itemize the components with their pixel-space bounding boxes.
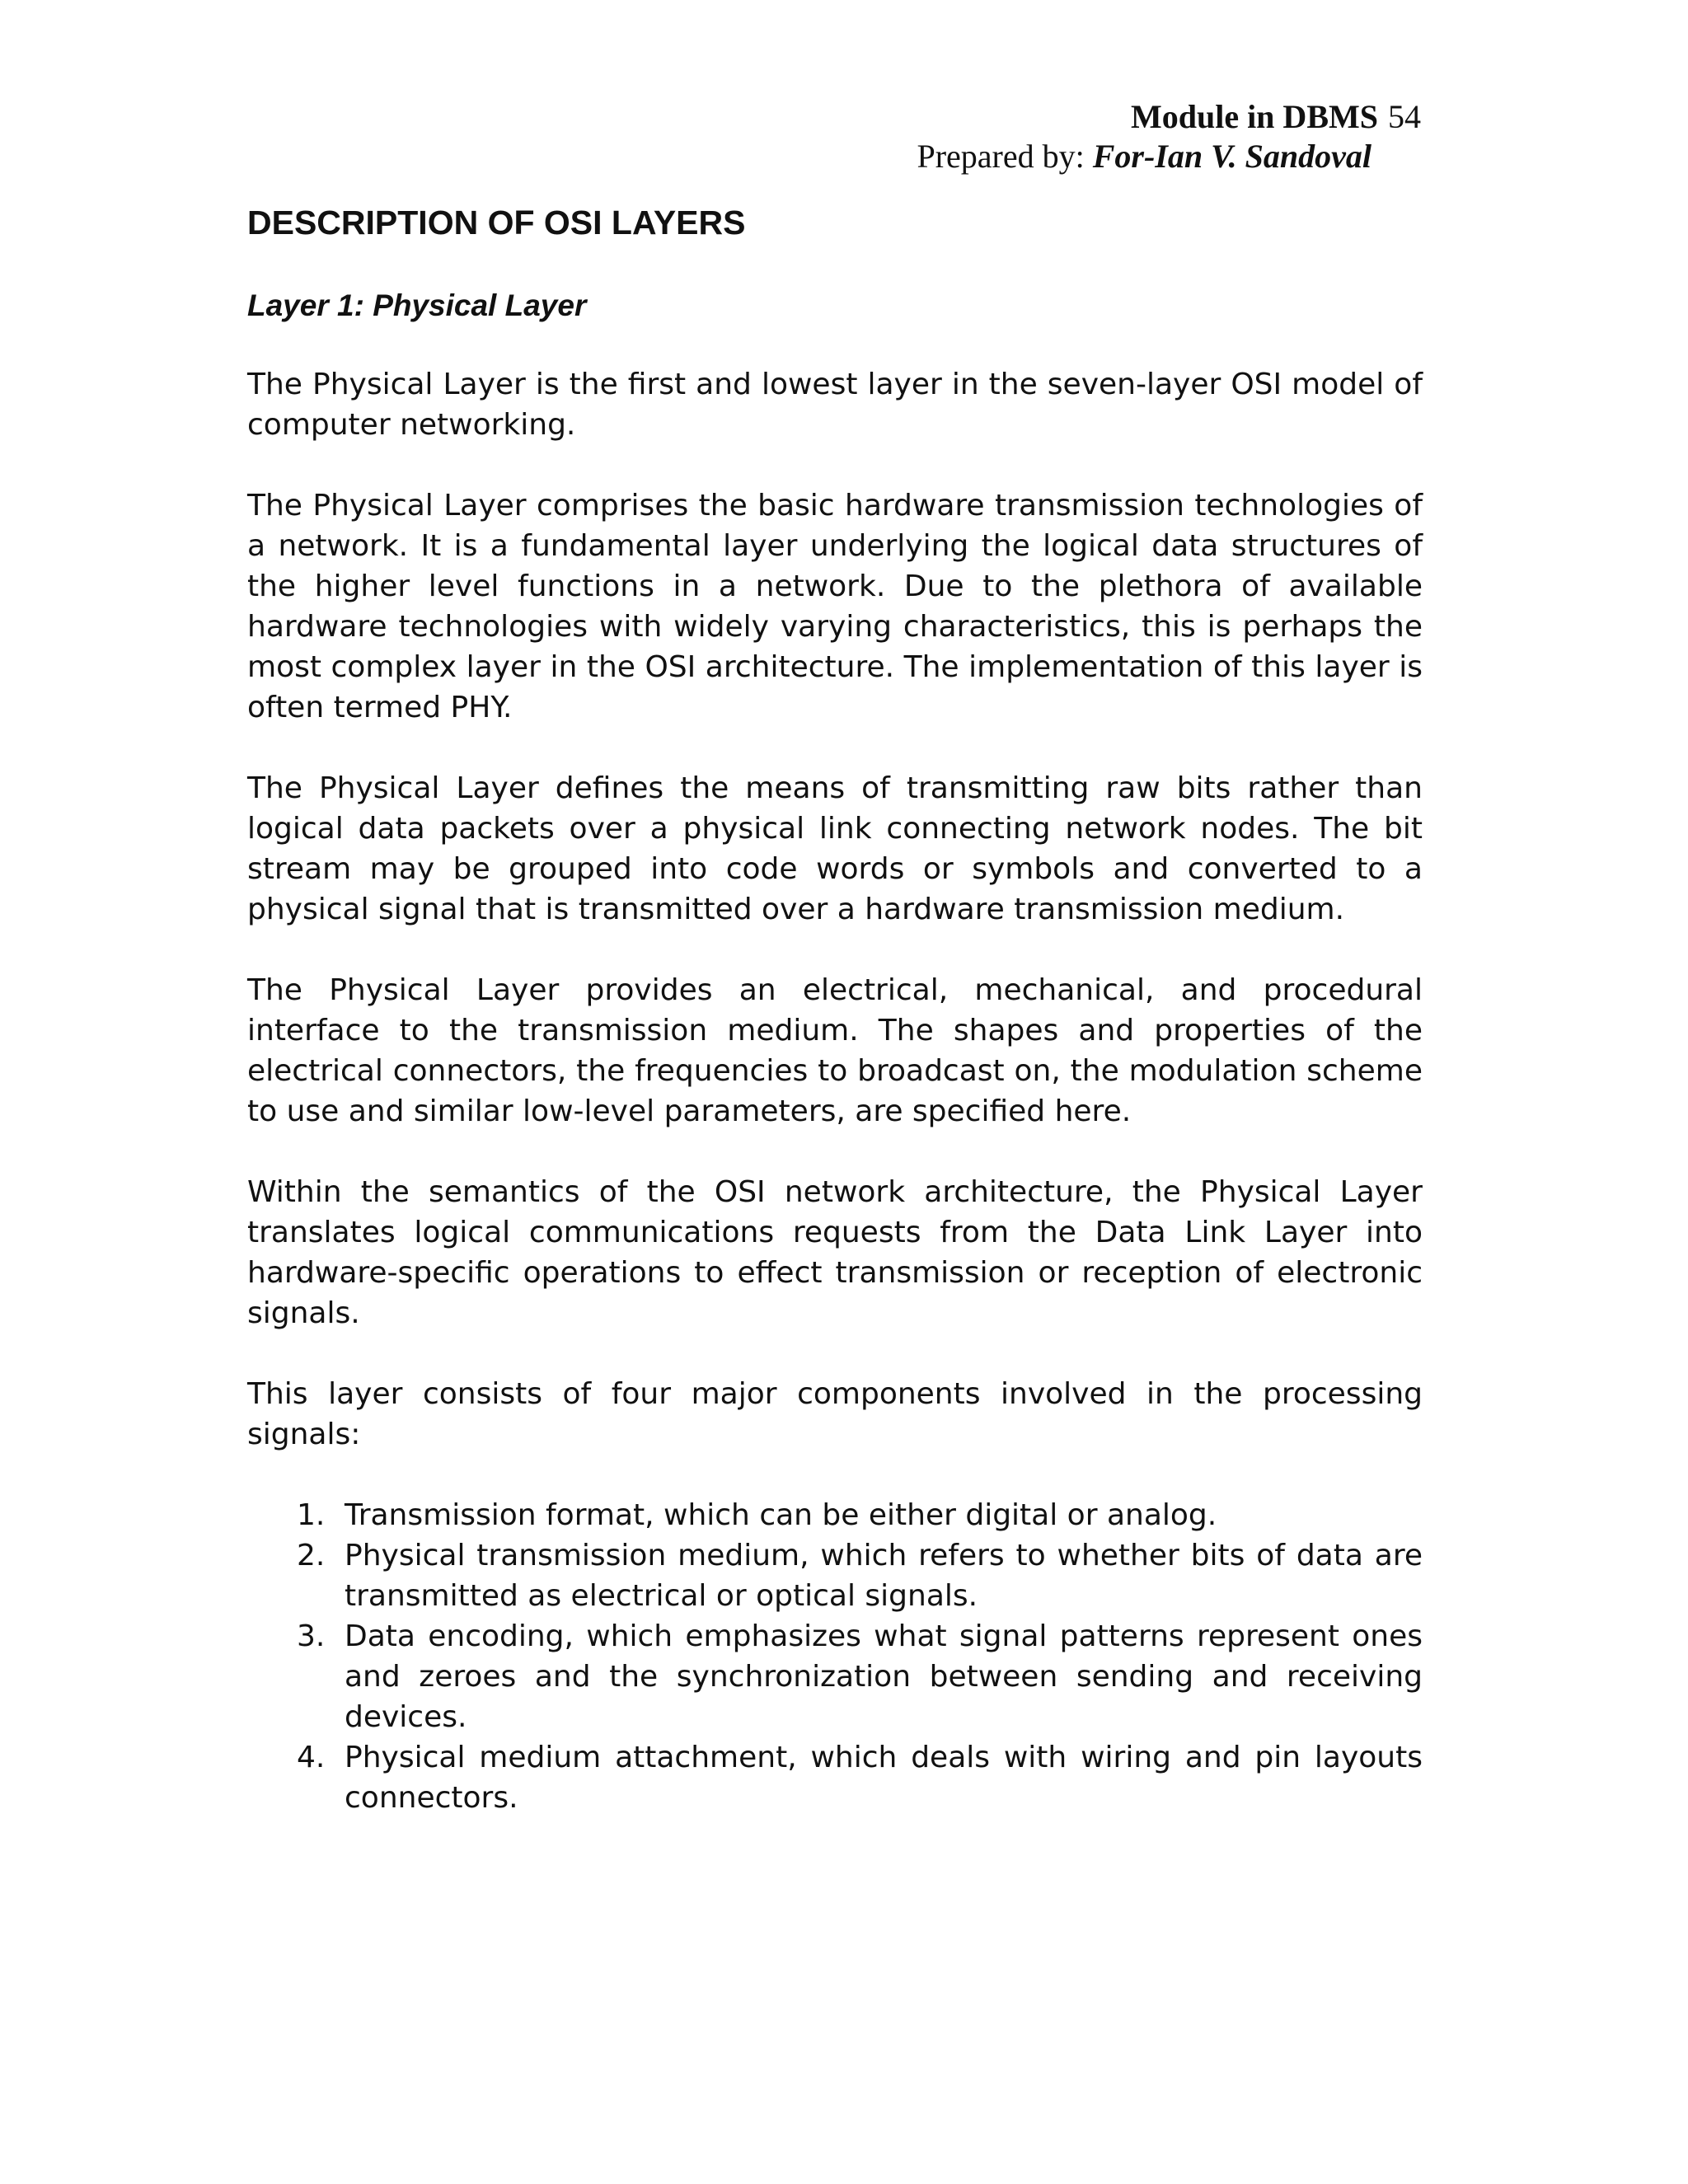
prepared-by-label: Prepared by: [917, 138, 1093, 175]
list-item-number: 4. [297, 1741, 326, 1774]
paragraph-6: This layer consists of four major components involved in the processing signals: [247, 1377, 1423, 1451]
list-item-text: Transmission format, which can be either digital or analog. [345, 1498, 1217, 1532]
list-item-text: Physical transmission medium, which refers to whether bits of data are transmitted as electrical or optical signals. [345, 1539, 1423, 1613]
list-item-number: 3. [297, 1619, 326, 1653]
list-item [247, 1495, 1423, 1535]
components-list [247, 1495, 1423, 1818]
list-item [247, 1616, 1423, 1737]
paragraph-2: The Physical Layer comprises the basic hardware transmission technologies of a network. It is a fundamental layer underlying the logical data structures of the higher level functions in a network. Due to the plethora of available hardware technologies with widely varying characteristics, this is perhaps the most complex layer in the OSI architecture. The implementation of this layer is often termed PHY. [247, 489, 1423, 724]
paragraph-5: Within the semantics of the OSI network architecture, the Physical Layer translates logical communications requests from the Data Link Layer into hardware-specific operations to effect transmission or reception of electronic signals. [247, 1175, 1423, 1330]
page-title: DESCRIPTION OF OSI LAYERS [247, 204, 746, 241]
list-item-text: Data encoding, which emphasizes what signal patterns represent ones and zeroes and the synchronization between sending and receiving devices. [345, 1619, 1423, 1734]
section-subtitle: Layer 1: Physical Layer [247, 288, 587, 322]
paragraph-1: The Physical Layer is the first and lowest layer in the seven-layer OSI model of computer networking. [247, 368, 1423, 442]
module-title: Module in DBMS [1130, 98, 1378, 135]
list-item-number: 1. [297, 1498, 326, 1532]
paragraph-3: The Physical Layer defines the means of transmitting raw bits rather than logical data packets over a physical link connecting network nodes. The bit stream may be grouped into code words or symbols and converted to a physical signal that is transmitted over a hardware transmission medium. [247, 771, 1423, 926]
list-item-number: 2. [297, 1539, 326, 1572]
header-prepared-line [844, 137, 1372, 176]
list-item-text: Physical medium attachment, which deals with wiring and pin layouts connectors. [345, 1741, 1423, 1815]
list-item [247, 1535, 1423, 1616]
author-name: For-Ian V. Sandoval [1092, 138, 1372, 175]
page-number: 54 [1388, 98, 1421, 135]
list-item [247, 1737, 1423, 1818]
paragraph-4: The Physical Layer provides an electrical, mechanical, and procedural interface to the transmission medium. The shapes and properties of the electrical connectors, the frequencies to broadcast on, the modulation scheme to use and similar low-level parameters, are specified here. [247, 973, 1423, 1128]
page-header [844, 97, 1421, 176]
body-text [247, 364, 1423, 1818]
header-module-line [844, 97, 1421, 137]
